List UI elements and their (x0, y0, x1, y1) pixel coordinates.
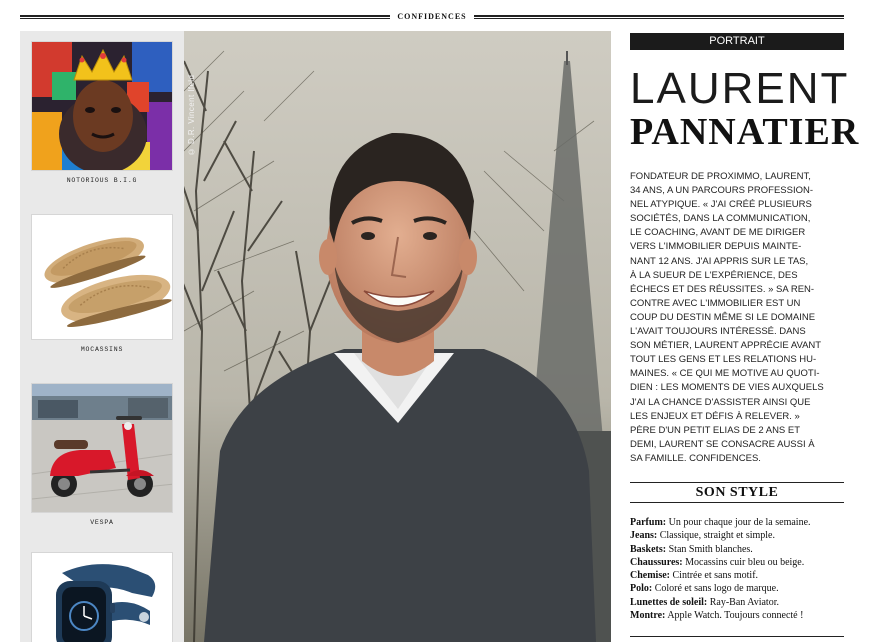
style-item-jeans (630, 529, 844, 542)
intro-line: DIEN : LES MOMENTS DE VIES AUXQUELS (630, 382, 824, 394)
product-card-moccasins (31, 214, 173, 353)
section-tag: PORTRAIT (630, 33, 844, 50)
product-card-notorious-big (31, 41, 173, 184)
intro-line: 34 ANS, A UN PARCOURS PROFESSION- (630, 185, 814, 197)
intro-line: TOUT LES GENS ET LES RELATIONS HU- (630, 354, 817, 366)
moccasins-image (31, 214, 173, 340)
style-key: Chemise: (630, 570, 670, 582)
style-item-chaussures (630, 556, 844, 569)
intro-line: ÉCHECS ET DES RÉUSSITES. » SA REN- (630, 283, 815, 295)
style-key: Parfum: (630, 517, 667, 528)
style-key: Chaussures: (630, 556, 683, 568)
intro-line: L'AVAIT TOUJOURS INTÉRESSÉ. DANS (630, 326, 806, 338)
style-value: Apple Watch. Toujours connecté ! (667, 610, 804, 622)
intro-paragraph (630, 170, 844, 466)
style-value: Mocassins cuir bleu ou beige. (685, 556, 805, 568)
style-item-baskets (630, 543, 844, 556)
intro-line: PÈRE D'UN PETIT ELIAS DE 2 ANS ET (630, 424, 801, 436)
intro-line: À LA SUEUR DE L'EXPÉRIENCE, DES (630, 269, 798, 281)
style-key: Baskets: (630, 543, 667, 555)
intro-line: MAINES. « CE QUI ME MOTIVE AU QUOTI- (630, 368, 820, 380)
header-rule-right (474, 15, 844, 19)
style-value: Ray-Ban Aviator. (709, 596, 779, 608)
product-card-watch (31, 552, 173, 642)
smartwatch-image (31, 552, 173, 642)
style-key: Lunettes de soleil: (630, 596, 708, 608)
style-key: Jeans: (630, 530, 658, 542)
product-card-vespa (31, 383, 173, 526)
style-item-montre (630, 609, 844, 622)
intro-line: NEL ATYPIQUE. « J'AI CRÉÉ PLUSIEURS (630, 199, 812, 211)
intro-line: NANT 12 ANS. J'AI APPRIS SUR LE TAS, (630, 255, 809, 267)
product-caption: NOTORIOUS B.I.G (66, 177, 138, 184)
intro-line: LES ENJEUX ET DÉFIS À RELEVER. » (630, 410, 800, 422)
intro-line: LE COACHING, AVANT DE ME DIRIGER (630, 227, 806, 239)
intro-line: CONTRE AVEC L'IMMOBILIER EST UN (630, 297, 801, 309)
last-name: PANNATIER (630, 111, 860, 153)
intro-line: SON MÉTIER, LAURENT APPRÉCIE AVANT (630, 340, 822, 352)
portrait-photo (184, 31, 611, 642)
product-caption: MOCASSINS (80, 346, 124, 353)
style-value: Coloré et sans logo de marque. (654, 583, 779, 595)
style-list (630, 516, 844, 622)
product-caption: VESPA (90, 519, 114, 526)
style-value: Un pour chaque jour de la semaine. (668, 517, 811, 528)
scooter-image (31, 383, 173, 513)
style-item-chemise (630, 569, 844, 582)
style-item-parfum (630, 516, 844, 529)
product-sidebar (20, 31, 184, 642)
intro-line: SA FAMILLE. CONFIDENCES. (630, 452, 761, 464)
header-rule-left (20, 15, 390, 19)
intro-line: SOCIÉTÉS, DANS LA COMMUNICATION, (630, 213, 811, 225)
photo-credit: © D.R. Vincent Ifeld (187, 74, 196, 156)
first-name: LAURENT (630, 64, 850, 113)
style-key: Polo: (630, 583, 653, 595)
bottom-rule (630, 636, 844, 637)
intro-line: J'AI LA CHANCE D'ASSISTER AINSI QUE (630, 396, 811, 408)
style-value: Stan Smith blanches. (668, 543, 753, 555)
style-item-polo (630, 582, 844, 595)
intro-line: DEMI, LAURENT SE CONSACRE AUSSI À (630, 438, 815, 450)
intro-line: COUP DU DESTIN MÊME SI LE DOMAINE (630, 311, 816, 323)
style-heading: SON STYLE (630, 482, 844, 503)
section-title: CONFIDENCES (397, 12, 467, 21)
intro-line: VERS L'IMMOBILIER DEPUIS MAINTE- (630, 241, 802, 253)
style-value: Classique, straight et simple. (659, 530, 775, 542)
portrait-painting-image (31, 41, 173, 171)
style-key: Montre: (630, 610, 666, 622)
intro-line: FONDATEUR DE PROXIMMO, LAURENT, (630, 171, 811, 182)
style-value: Cintrée et sans motif. (672, 570, 759, 582)
section-header (20, 10, 844, 26)
style-item-lunettes (630, 596, 844, 609)
